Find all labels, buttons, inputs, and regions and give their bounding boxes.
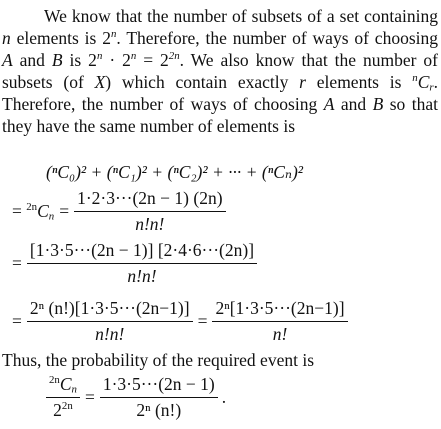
fraction bbox=[74, 188, 225, 235]
probability-equation bbox=[46, 374, 226, 421]
equals-sign: = bbox=[12, 311, 22, 331]
sum-of-squares-equation: (ⁿC₀)² + (ⁿC₁)² + (ⁿC₂)² + ··· + (ⁿCₙ)² bbox=[46, 162, 304, 182]
equation-lhs: = $^{2n}C_n$ bbox=[12, 200, 55, 223]
fraction bbox=[100, 374, 218, 421]
conclusion-text: Thus, the probability of the required event is bbox=[2, 350, 315, 370]
fraction-denominator: n!n! bbox=[95, 324, 125, 344]
equals-sign: = bbox=[12, 253, 22, 273]
fraction-denominator: $2^{2n}$ bbox=[53, 399, 73, 420]
equation-simplified bbox=[12, 298, 348, 345]
fraction bbox=[27, 298, 193, 345]
fraction bbox=[27, 240, 257, 287]
fraction-denominator: n!n! bbox=[127, 266, 157, 286]
fraction-numerator: [1·3·5···(2n − 1)] [2·4·6···(2n)] bbox=[29, 240, 255, 260]
fraction-denominator: 2ⁿ (n!) bbox=[136, 400, 182, 420]
equals-sign: = bbox=[59, 201, 70, 221]
fraction-denominator: n!n! bbox=[135, 214, 165, 234]
fraction-numerator: 2ⁿ[1·3·5···(2n−1)] bbox=[215, 298, 345, 318]
fraction-numerator: 1·3·5···(2n − 1) bbox=[102, 374, 215, 394]
fraction-denominator: n! bbox=[272, 324, 288, 344]
equation-binomial-expansion bbox=[12, 188, 226, 235]
equals-sign: = bbox=[197, 311, 208, 331]
equals-sign: = bbox=[84, 387, 95, 407]
equation-odd-even-split bbox=[12, 240, 257, 287]
fraction-numerator: 1·2·3···(2n − 1) (2n) bbox=[77, 188, 223, 208]
fraction bbox=[46, 374, 80, 421]
period: . bbox=[221, 387, 227, 407]
fraction bbox=[212, 298, 347, 345]
fraction-numerator: $^{2n}C_n$ bbox=[49, 373, 77, 396]
fraction-numerator: 2ⁿ (n!)[1·3·5···(2n−1)] bbox=[29, 298, 190, 318]
intro-paragraph: We know that the number of subsets of a set containing n elements is 2$^n$. Therefore, the number of ways of choosing A and B is $2^n \cdot 2^n = 2^{2n}$. We also know that the number of subsets (of X) which contain exactly r elements is $^nC_r$. Therefore, the number of ways of choosing A and B so that they have the same number of elements is bbox=[2, 6, 439, 136]
